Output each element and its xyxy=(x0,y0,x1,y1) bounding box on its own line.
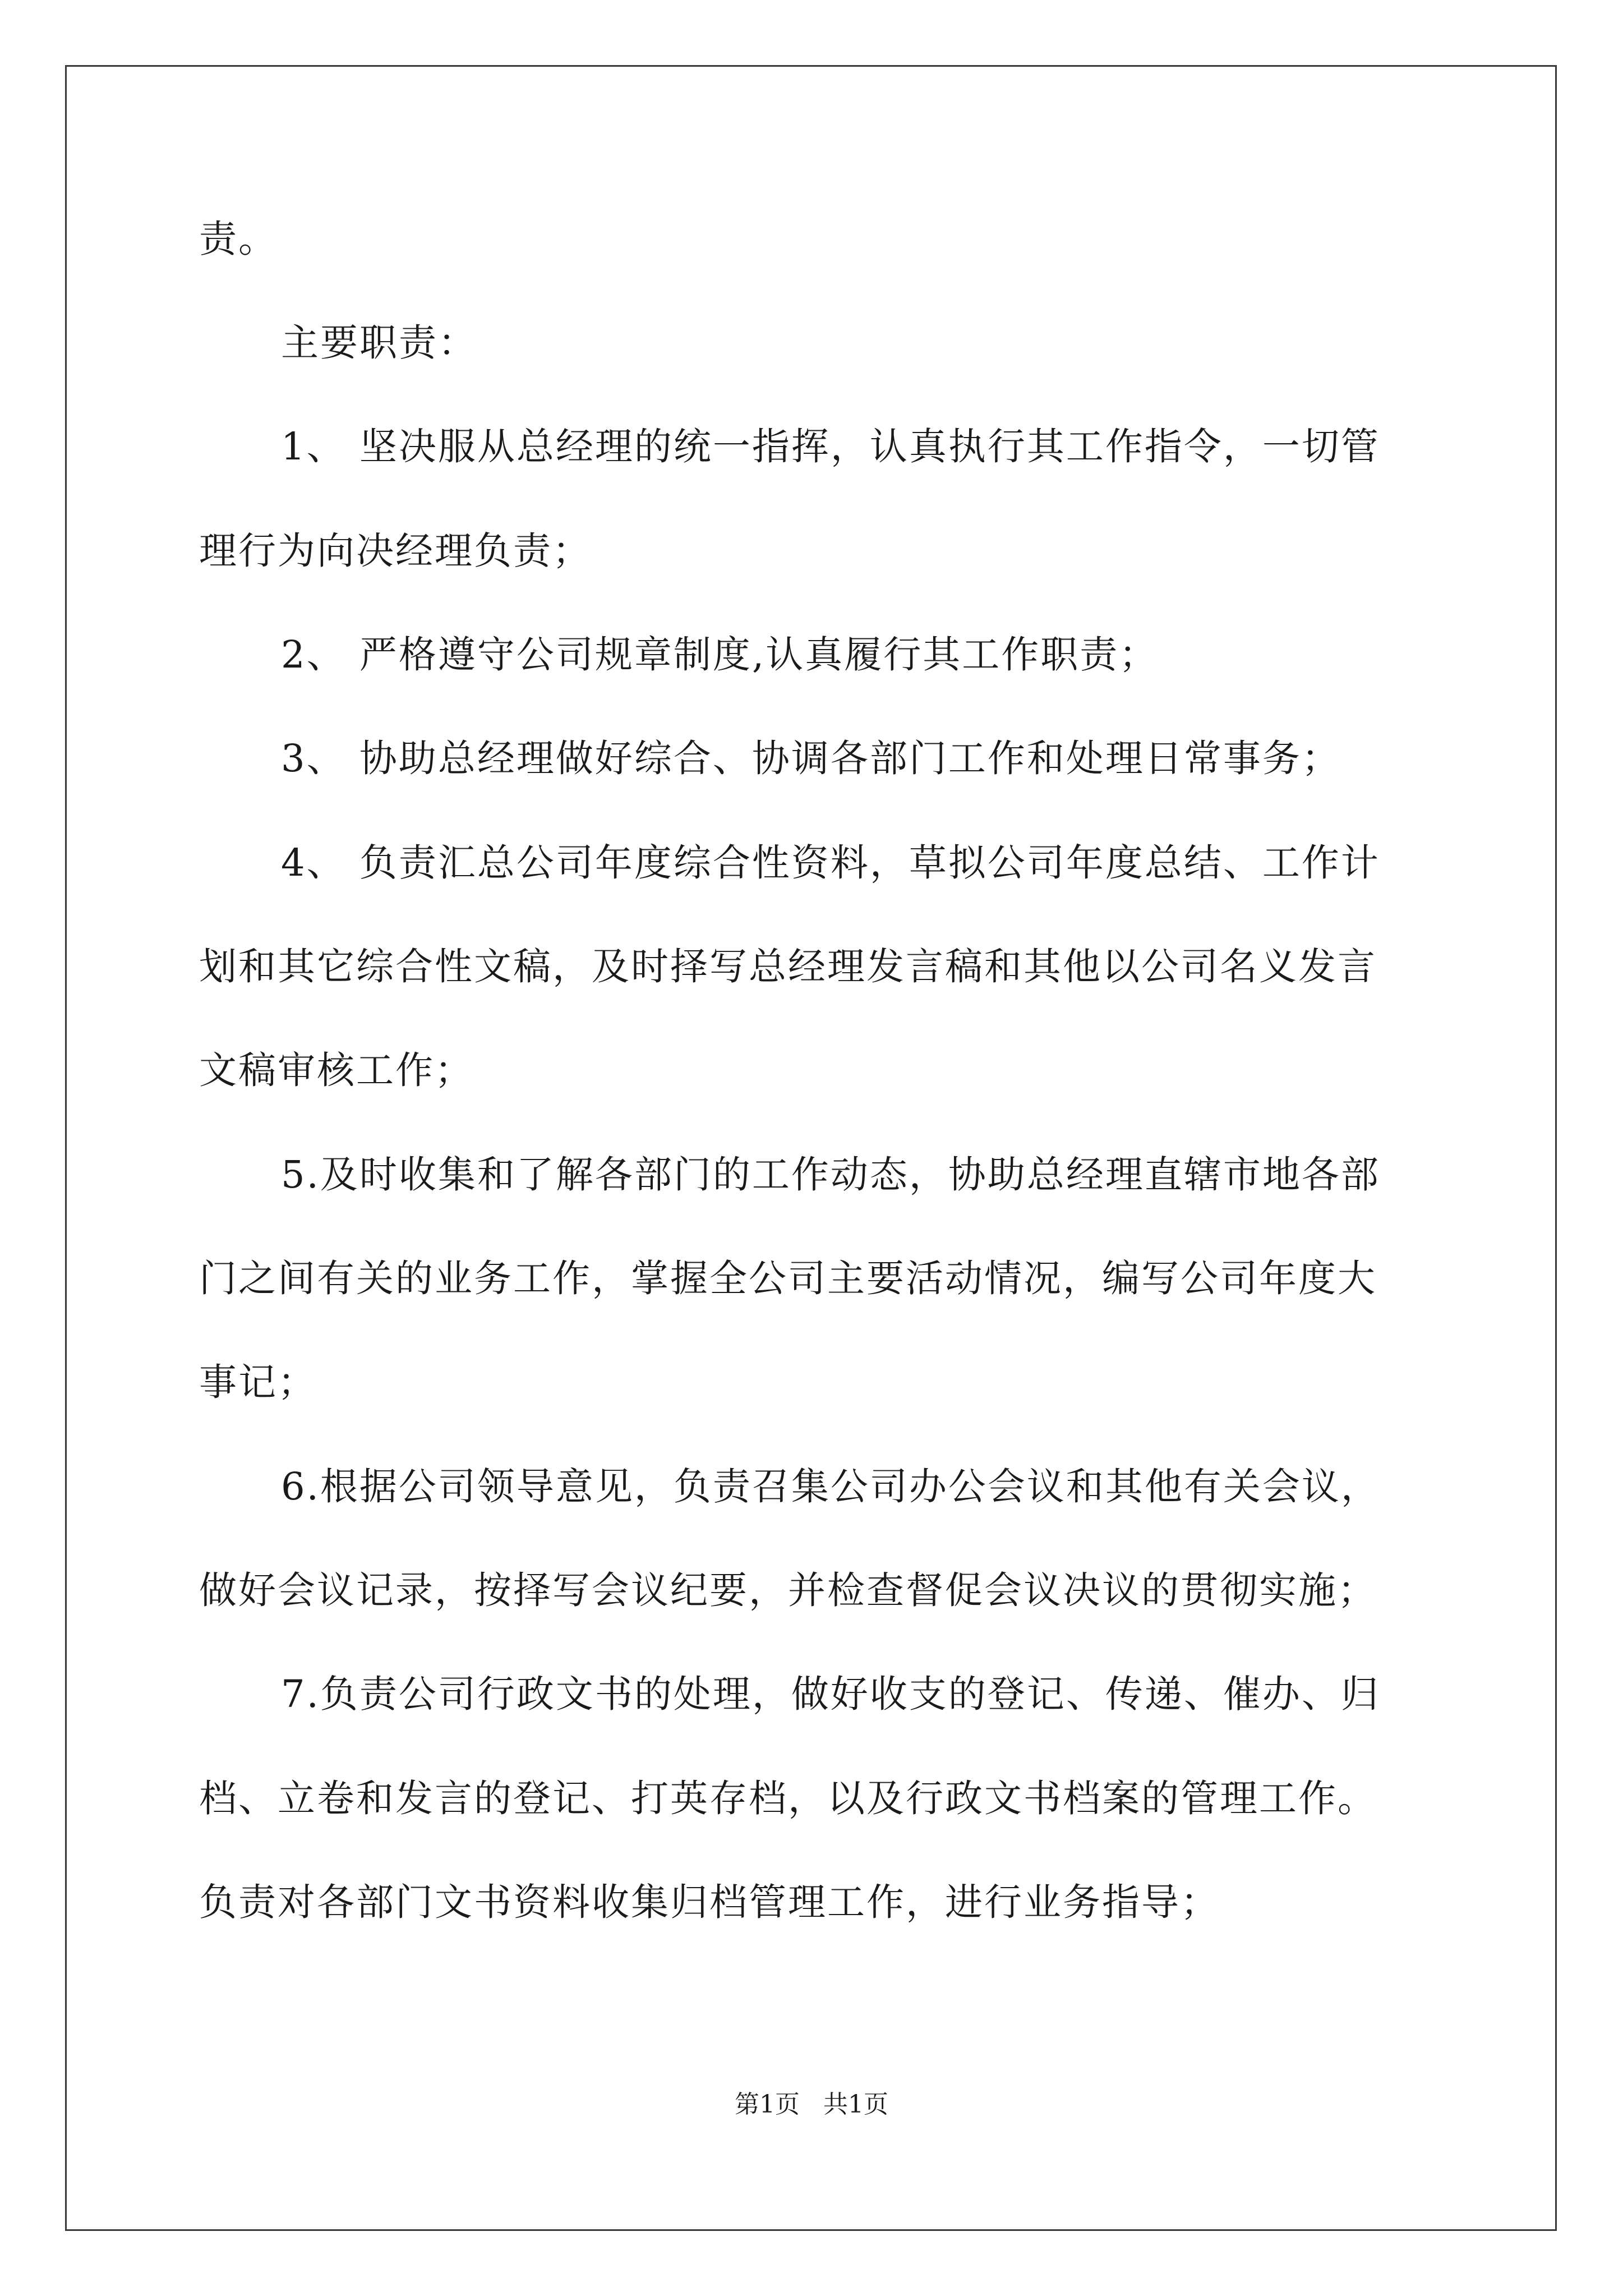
text-line: 负责对各部门文书资料收集归档管理工作，进行业务指导； xyxy=(199,1880,1220,1924)
page-count: 共1页 xyxy=(823,2090,888,2119)
text-line: 5.及时收集和了解各部门的工作动态，协助总经理直辖市地各部 xyxy=(281,1153,1380,1197)
text-line: 事记； xyxy=(199,1360,317,1404)
text-line: 门之间有关的业务工作，掌握全公司主要活动情况，编写公司年度大 xyxy=(199,1257,1377,1300)
text-line: 档、立卷和发言的登记、打英存档，以及行政文书档案的管理工作。 xyxy=(199,1777,1377,1820)
text-line: 2、 严格遵守公司规章制度,认真履行其工作职责； xyxy=(281,633,1159,677)
page-number: 第1页 xyxy=(735,2090,800,2119)
page-footer xyxy=(0,2090,1623,2119)
text-line: 4、 负责汇总公司年度综合性资料，草拟公司年度总结、工作计 xyxy=(281,841,1380,885)
text-line: 7.负责公司行政文书的处理，做好收支的登记、传递、催办、归 xyxy=(281,1672,1380,1716)
text-line: 理行为向决经理负责； xyxy=(199,529,592,573)
text-line: 做好会议记录，按择写会议纪要，并检查督促会议决议的贯彻实施； xyxy=(199,1568,1377,1612)
text-line: 文稿审核工作； xyxy=(199,1048,474,1092)
text-line: 6.根据公司领导意见，负责召集公司办公会议和其他有关会议， xyxy=(281,1465,1380,1508)
text-line: 划和其它综合性文稿，及时择写总经理发言稿和其他以公司名义发言 xyxy=(199,945,1377,988)
text-line: 1、 坚决服从总经理的统一指挥，认真执行其工作指令，一切管 xyxy=(281,425,1380,468)
section-heading: 主要职责： xyxy=(281,321,477,365)
text-line: 责。 xyxy=(199,217,278,261)
text-line: 3、 协助总经理做好综合、协调各部门工作和处理日常事务； xyxy=(281,737,1341,780)
